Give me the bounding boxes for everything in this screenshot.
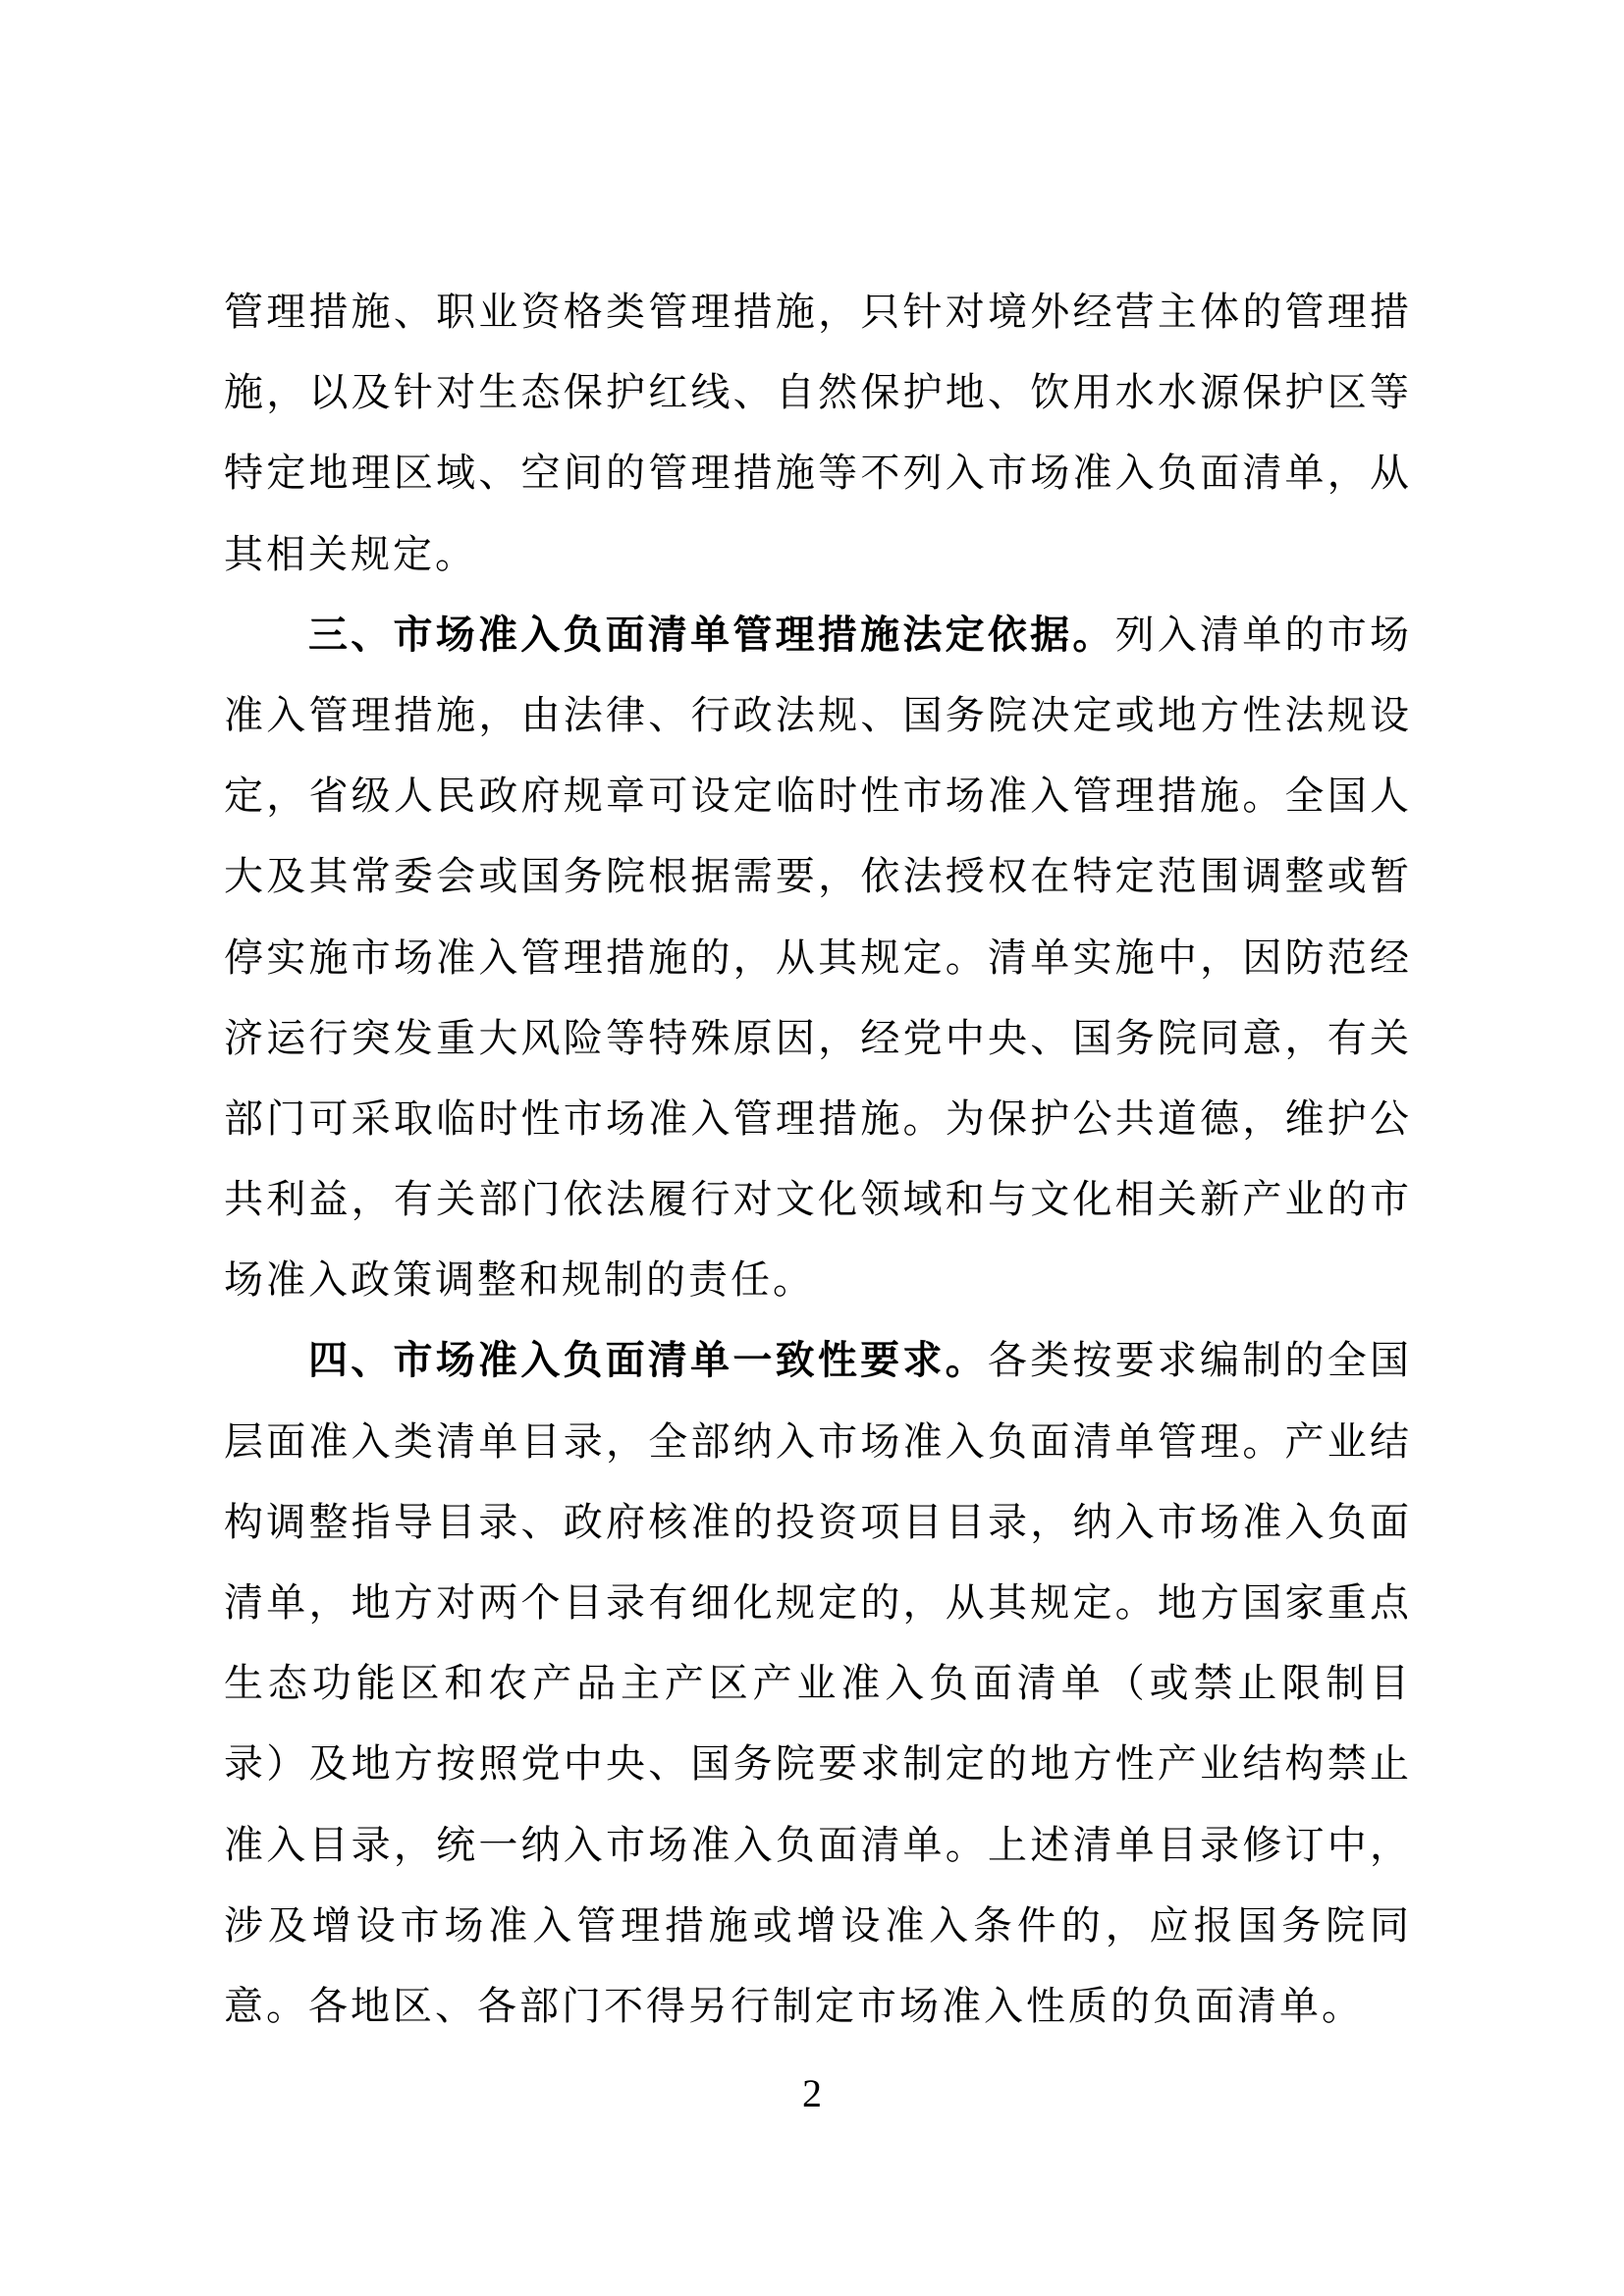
section-3-line: 部门可采取临时性市场准入管理措施。为保护公共道德，维护公 (224, 1095, 1412, 1142)
paragraph-1-line: 管理措施、职业资格类管理措施，只针对境外经营主体的管理措 (224, 290, 1412, 335)
section-4-line: 构调整指导目录、政府核准的投资项目目录，纳入市场准入负面 (224, 1499, 1412, 1545)
section-3-line: 济运行突发重大风险等特殊原因，经党中央、国务院同意，有关 (224, 1015, 1412, 1061)
section-3-line: 停实施市场准入管理措施的，从其规定。清单实施中，因防范经 (224, 934, 1412, 981)
section-3-line: 共利益，有关部门依法履行对文化领域和与文化相关新产业的市 (224, 1177, 1412, 1223)
paragraph-1-line: 其相关规定。 (224, 531, 477, 577)
section-4-line: 层面准入类清单目录，全部纳入市场准入负面清单管理。产业结 (224, 1418, 1412, 1465)
page-number: 2 (802, 2071, 822, 2115)
paragraph-1-line: 施，以及针对生态保护红线、自然保护地、饮用水水源保护区等 (224, 370, 1412, 416)
section-3-heading: 三、市场准入负面清单管理措施法定依据。 (308, 612, 1115, 658)
section-4-line: 录）及地方按照党中央、国务院要求制定的地方性产业结构禁止 (224, 1741, 1412, 1788)
section-4-line: 生态功能区和农产品主产区产业准入负面清单（或禁止限制目 (224, 1661, 1412, 1707)
section-3-line: 准入管理措施，由法律、行政法规、国务院决定或地方性法规设 (224, 692, 1412, 738)
section-4-heading: 四、市场准入负面清单一致性要求。 (308, 1338, 988, 1384)
paragraph-1-line: 特定地理区域、空间的管理措施等不列入市场准入负面清单，从 (224, 451, 1412, 497)
section-3-first-line (224, 595, 1412, 675)
section-4-line: 准入目录，统一纳入市场准入负面清单。上述清单目录修订中， (224, 1822, 1412, 1868)
section-4-first-line-text: 各类按要求编制的全国 (987, 1338, 1412, 1384)
body-text (224, 272, 1412, 2047)
section-4-first-line (224, 1320, 1412, 1401)
section-3-line: 大及其常委会或国务院根据需要，依法授权在特定范围调整或暂 (224, 854, 1412, 900)
section-4-line: 意。各地区、各部门不得另行制定市场准入性质的负面清单。 (224, 1983, 1364, 2029)
section-4-line: 涉及增设市场准入管理措施或增设准入条件的，应报国务院同 (224, 1902, 1412, 1949)
section-4-line: 清单，地方对两个目录有细化规定的，从其规定。地方国家重点 (224, 1580, 1412, 1626)
section-3-first-line-text: 列入清单的市场 (1114, 612, 1412, 658)
section-3-line: 场准入政策调整和规制的责任。 (224, 1257, 815, 1304)
section-3-line: 定，省级人民政府规章可设定临时性市场准入管理措施。全国人 (224, 774, 1412, 820)
